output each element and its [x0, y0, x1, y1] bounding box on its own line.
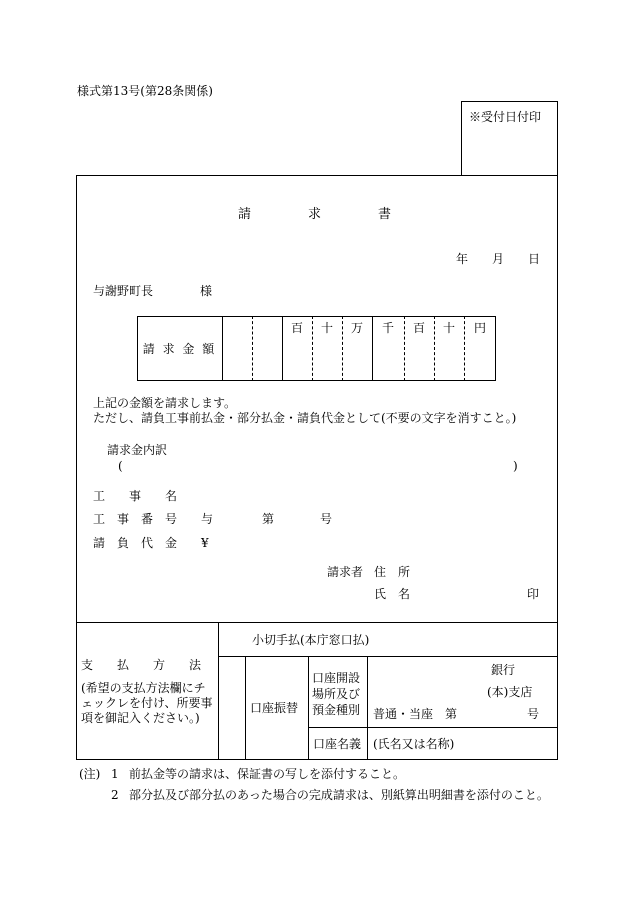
- payment-method-title: 支 払 方 法: [81, 658, 202, 672]
- digit-man: 万: [350, 321, 363, 335]
- contract-price-label: 請 負 代 金: [93, 536, 178, 550]
- digit-sen: 千: [381, 321, 394, 335]
- stamp-label: ※受付日付印: [469, 110, 542, 124]
- breakdown-label: 請求金内訳: [107, 443, 168, 457]
- notes-label: (注): [79, 767, 101, 781]
- amount-label: 請 求 金 額: [142, 342, 217, 356]
- note-2-number: 2: [111, 788, 119, 802]
- date-day: 日: [528, 252, 541, 266]
- note-2-text: 部分払及び部分払のあった場合の完成請求は、別紙算出明細書を添付のこと。: [129, 788, 549, 802]
- note-1-number: 1: [111, 767, 119, 781]
- receipt-stamp-box: [461, 101, 558, 176]
- work-number-dai: 第: [262, 512, 275, 526]
- account-holder-hint: (氏名又は名称): [373, 737, 455, 751]
- form-title: 請 求 書: [237, 207, 392, 222]
- check-payment-option: 小切手払(本庁窓口払): [252, 633, 370, 647]
- breakdown-close-paren: ): [513, 459, 518, 473]
- account-type-field: 普通・当座 第: [373, 707, 458, 721]
- account-number-go: 号: [527, 707, 540, 721]
- digit-en: 円: [473, 321, 486, 335]
- digit-hyaku-oku: 百: [290, 321, 303, 335]
- digit-ju: 十: [442, 321, 455, 335]
- digit-hyaku: 百: [412, 321, 425, 335]
- claimant-label: 請求者: [327, 565, 364, 579]
- statement-line2: ただし、請負工事前払金・部分払金・請負代金として(不要の文字を消すこと。): [93, 411, 517, 425]
- bank-info-label: 口座開設場所及び預金種別: [312, 671, 361, 717]
- work-number-label: 工 事 番 号: [93, 512, 178, 526]
- note-1-text: 前払金等の請求は、保証書の写しを添付すること。: [129, 767, 406, 781]
- date-month: 月: [492, 252, 505, 266]
- payment-instruction: (希望の支払方法欄にチェックレを付け、所要事項を御記入ください。): [81, 681, 213, 725]
- work-number-go: 号: [320, 512, 333, 526]
- addressee-name: 与謝野町長: [93, 284, 154, 298]
- form-number: 様式第13号(第28条関係): [77, 84, 213, 98]
- account-transfer-option: 口座振替: [250, 701, 299, 715]
- work-number-prefix: 与: [201, 512, 214, 526]
- breakdown-open-paren: (: [118, 459, 123, 473]
- digit-ju-oku: 十: [320, 321, 333, 335]
- addressee-honorific: 様: [200, 284, 213, 298]
- date-year: 年: [456, 252, 469, 266]
- claimant-name-label: 氏 名: [374, 587, 411, 601]
- seal-mark: 印: [527, 587, 540, 601]
- claimant-address-label: 住 所: [374, 565, 411, 579]
- work-name-label: 工 事 名: [93, 489, 178, 503]
- account-holder-label: 口座名義: [313, 737, 362, 751]
- yen-sign: ¥: [201, 536, 209, 550]
- statement-line1: 上記の金額を請求します。: [93, 396, 237, 410]
- bank-field: 銀行: [491, 663, 516, 677]
- branch-field: (本)支店: [487, 685, 533, 699]
